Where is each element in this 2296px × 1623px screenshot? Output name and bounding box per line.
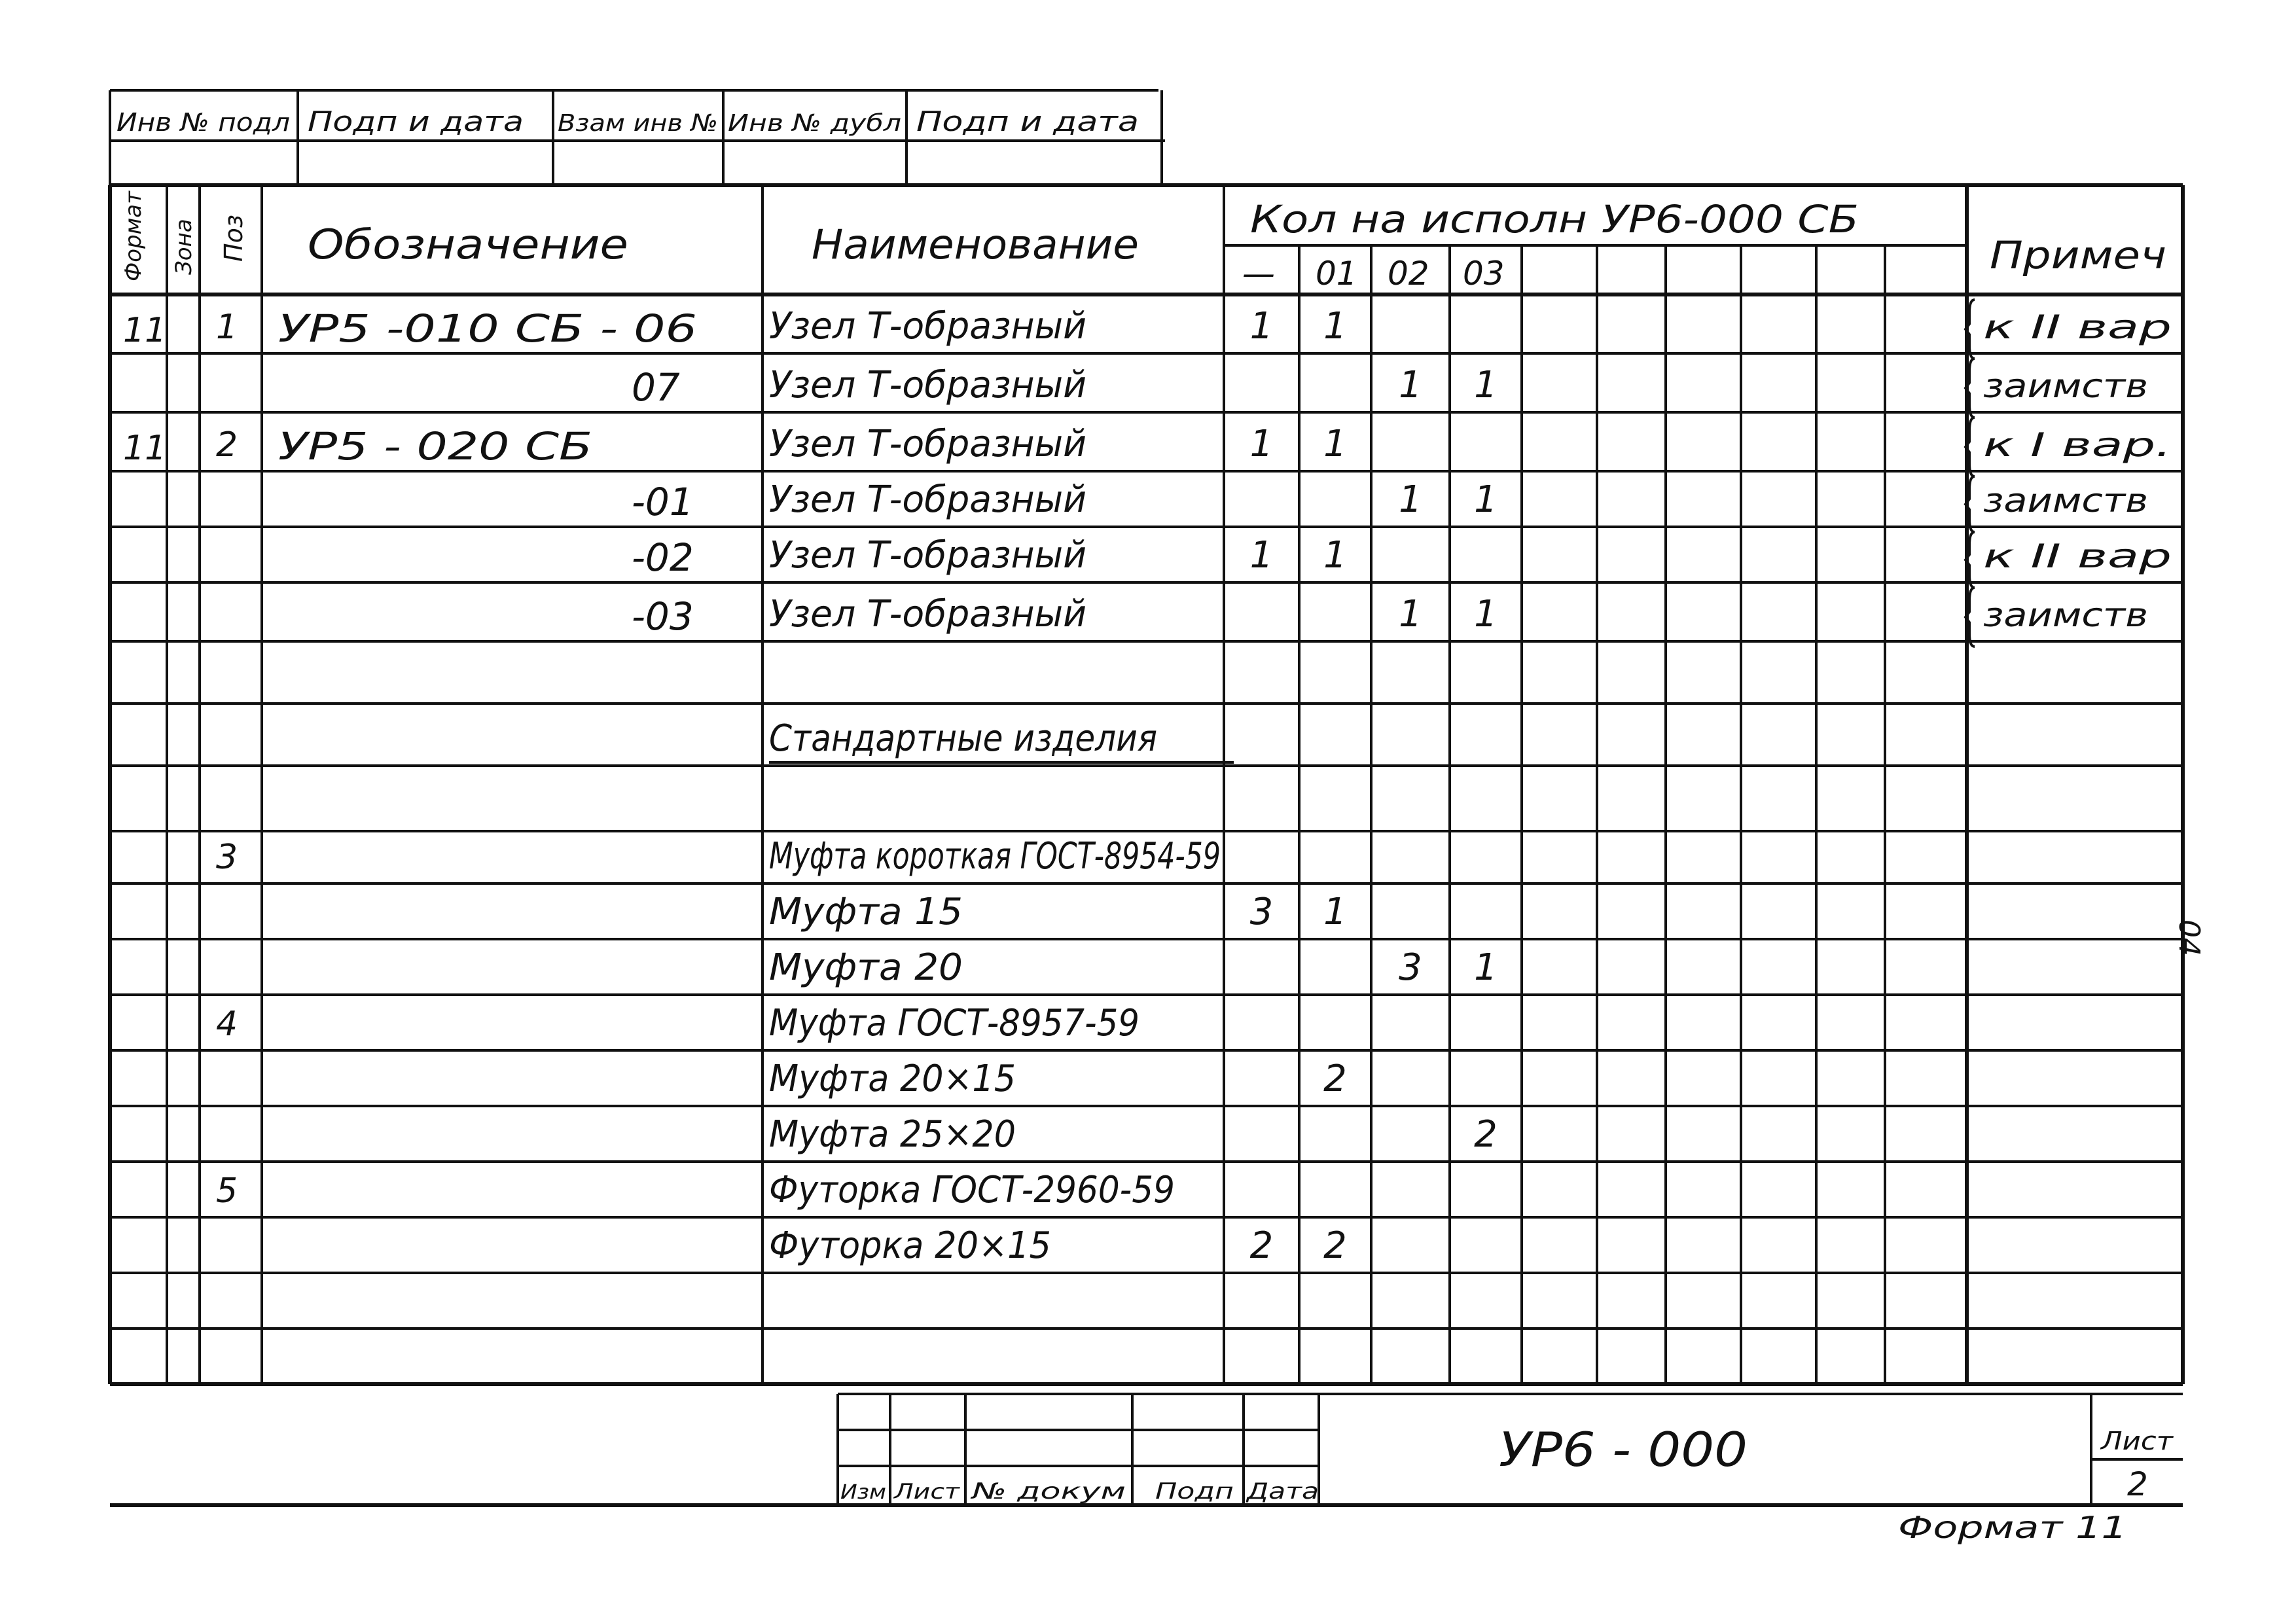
row-note: к II вар: [1983, 308, 2172, 346]
row-name: Узел Т-образный: [769, 364, 1086, 406]
header-name: Наименование: [812, 221, 1139, 268]
row-name: Муфта 20×15: [769, 1058, 1016, 1100]
stamp-inv-dubl-label: Инв № дубл: [728, 110, 901, 137]
row-qty-1: 1: [1323, 891, 1347, 933]
row-position: 4: [216, 1005, 238, 1044]
row-name: Муфта 20: [769, 946, 963, 989]
table-body: [123, 300, 2172, 1267]
row-note: к I вар.: [1983, 426, 2172, 464]
row-qty-3: 1: [1474, 364, 1498, 406]
row-name: Узел Т-образный: [769, 534, 1086, 577]
header-format: Формат: [120, 191, 147, 281]
row-note: заимств: [1983, 367, 2148, 405]
header-note: Примеч: [1990, 233, 2166, 277]
section-heading: Стандартные изделия: [769, 717, 1157, 760]
document-designation: УР6 - 000: [1499, 1422, 1748, 1477]
header-qty-col-01: 01: [1316, 255, 1357, 293]
row-qty-3: 1: [1474, 593, 1498, 635]
row-qty-3: 2: [1474, 1113, 1498, 1156]
row-qty-1: 1: [1323, 305, 1347, 348]
sheet-label: Лист: [2099, 1427, 2175, 1455]
title-izm-label: Изм: [840, 1481, 886, 1504]
header-qty-col-02: 02: [1388, 255, 1429, 293]
row-name: Футорка ГОСТ-2960-59: [769, 1169, 1175, 1211]
row-note: заимств: [1983, 482, 2148, 520]
title-list-label: Лист: [893, 1479, 961, 1504]
row-name: Узел Т-образный: [769, 423, 1086, 465]
title-doc-label: № докум: [970, 1478, 1126, 1505]
title-date-label: Дата: [1245, 1478, 1319, 1505]
row-position: 5: [216, 1171, 238, 1211]
sheet-number: 2: [2127, 1465, 2148, 1503]
stamp-vzam-inv-label: Взам инв №: [558, 110, 718, 137]
footer-format: Формат 11: [1898, 1510, 2127, 1545]
row-designation: УР5 - 020 СБ: [278, 424, 592, 469]
row-qty-1: 1: [1323, 534, 1347, 577]
row-qty-3: 1: [1474, 946, 1498, 989]
row-name: Муфта ГОСТ-8957-59: [769, 1002, 1139, 1044]
row-qty-0: 1: [1249, 534, 1274, 577]
stamp-podp-data-label-2: Подп и дата: [916, 105, 1139, 137]
row-qty-2: 1: [1399, 593, 1422, 635]
header-qty-title: Кол на исполн УР6-000 СБ: [1250, 197, 1859, 241]
row-qty-2: 1: [1399, 364, 1422, 406]
row-name: Муфта 15: [769, 891, 963, 933]
header-designation: Обозначение: [308, 221, 628, 268]
row-qty-1: 2: [1323, 1224, 1347, 1267]
row-position: 2: [216, 425, 238, 465]
stamp-inv-podl-label: Инв № подл: [117, 108, 290, 137]
row-name: Узел Т-образный: [769, 593, 1086, 635]
row-qty-1: 1: [1323, 423, 1347, 465]
row-position: 3: [216, 838, 238, 877]
header-zone: Зона: [171, 219, 197, 275]
row-name: Футорка 20×15: [769, 1224, 1051, 1267]
row-qty-1: 2: [1323, 1058, 1347, 1100]
row-qty-3: 1: [1474, 478, 1498, 521]
title-podp-label: Подп: [1155, 1478, 1234, 1505]
row-designation: 07: [632, 365, 680, 410]
row-note: заимств: [1983, 596, 2148, 634]
row-name: Муфта 25×20: [769, 1113, 1016, 1156]
row-position: 1: [216, 308, 238, 347]
row-name: Узел Т-образный: [769, 478, 1086, 521]
row-designation: -01: [632, 480, 694, 524]
row-qty-2: 1: [1399, 478, 1422, 521]
row-qty-0: 3: [1249, 891, 1274, 933]
header-qty-col-03: 03: [1463, 255, 1505, 293]
header-pos: Поз: [219, 214, 248, 262]
table-header: [120, 190, 2166, 293]
title-block: [110, 1384, 2183, 1505]
row-name: Муфта короткая ГОСТ-8954-59: [769, 835, 1221, 878]
row-note: к II вар: [1983, 537, 2172, 575]
header-qty-col-base: —: [1242, 255, 1275, 293]
top-stamp: [110, 90, 1165, 185]
row-designation: -02: [632, 535, 694, 580]
row-format: 11: [123, 429, 167, 468]
stamp-podp-data-label: Подп и дата: [308, 105, 524, 137]
row-designation: -03: [632, 594, 694, 639]
row-qty-0: 1: [1249, 423, 1274, 465]
row-qty-0: 2: [1249, 1224, 1274, 1267]
row-designation: УР5 -010 СБ - 06: [278, 306, 697, 351]
row-qty-2: 3: [1399, 946, 1422, 989]
row-qty-0: 1: [1249, 305, 1274, 348]
row-format: 11: [123, 311, 167, 350]
row-name: Узел Т-образный: [769, 305, 1086, 348]
side-mark: 04: [2172, 919, 2206, 956]
